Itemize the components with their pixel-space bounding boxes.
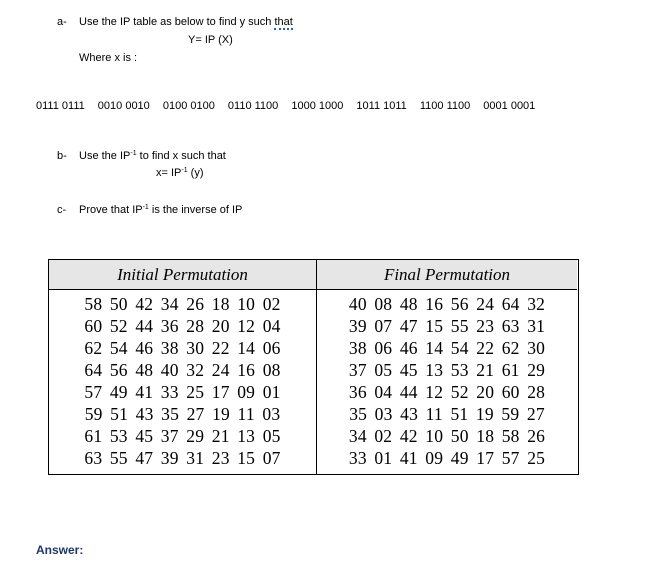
part-b-formula: [156, 166, 204, 180]
part-a-text: Use the IP table as below to find y such: [79, 16, 272, 28]
part-a-where: Where x is :: [79, 52, 138, 64]
part-a-formula: Y= IP (X): [188, 34, 233, 46]
part-b-formula-pre: x= IP: [156, 167, 182, 179]
part-b-text-pre: Use the IP: [79, 150, 131, 162]
part-c-sup: -1: [142, 204, 149, 211]
part-c-label: c-: [57, 204, 67, 216]
bit-group: 0100 0100: [162, 100, 215, 112]
initial-permutation-rows: [49, 290, 316, 469]
table-row: 33 01 41 09 49 17 57 25: [348, 448, 546, 468]
table-row: 62 54 46 38 30 22 14 06: [84, 338, 281, 358]
table-row: 57 49 41 33 25 17 09 01: [84, 382, 281, 402]
bit-group: 1011 1011: [356, 100, 407, 112]
permutation-table: [48, 259, 579, 475]
part-b-label: b-: [57, 150, 67, 162]
part-b-formula-sup: -1: [181, 167, 188, 174]
table-row: 35 03 43 11 51 19 59 27: [349, 404, 545, 424]
part-a-text-tail: that: [274, 16, 293, 28]
initial-permutation-column: [49, 260, 317, 474]
bit-group: 0111 0111: [36, 100, 85, 112]
initial-permutation-header: Initial Permutation: [49, 260, 316, 290]
bit-group: 0010 0010: [97, 100, 150, 112]
table-row: 59 51 43 35 27 19 11 03: [84, 404, 281, 424]
table-row: 36 04 44 12 52 20 60 28: [348, 382, 546, 402]
part-b-formula-post: (y): [187, 167, 204, 179]
part-c-text-post: is the inverse of IP: [148, 204, 243, 216]
table-row: 38 06 46 14 54 22 62 30: [348, 338, 546, 358]
answer-label: Answer:: [36, 543, 84, 557]
bit-groups: [36, 100, 545, 112]
bit-group: 0001 0001: [483, 100, 536, 112]
final-permutation-rows: [317, 290, 577, 469]
table-row: 40 08 48 16 56 24 64 32: [348, 294, 546, 314]
table-row: 61 53 45 37 29 21 13 05: [84, 426, 281, 446]
table-row: 63 55 47 39 31 23 15 07: [84, 448, 281, 468]
table-row: 58 50 42 34 26 18 10 02: [84, 294, 281, 314]
part-c-text-pre: Prove that IP: [79, 204, 143, 216]
bit-group: 1000 1000: [291, 100, 344, 112]
table-row: 64 56 48 40 32 24 16 08: [84, 360, 281, 380]
table-row: 34 02 42 10 50 18 58 26: [348, 426, 546, 446]
table-row: 60 52 44 36 28 20 12 04: [84, 316, 281, 336]
table-row: 37 05 45 13 53 21 61 29: [348, 360, 546, 380]
bit-group: 0110 1100: [227, 100, 279, 112]
part-b-instruction: [57, 149, 226, 163]
part-b-text-post: to find x such that: [136, 150, 226, 162]
part-c-instruction: [57, 203, 242, 217]
bit-group: 1100 1100: [419, 100, 471, 112]
part-b-sup: -1: [130, 150, 137, 157]
final-permutation-column: [317, 260, 577, 474]
final-permutation-header: Final Permutation: [317, 260, 577, 290]
part-a-label: a-: [57, 16, 67, 28]
part-a-instruction: [57, 15, 293, 29]
table-row: 39 07 47 15 55 23 63 31: [348, 316, 546, 336]
